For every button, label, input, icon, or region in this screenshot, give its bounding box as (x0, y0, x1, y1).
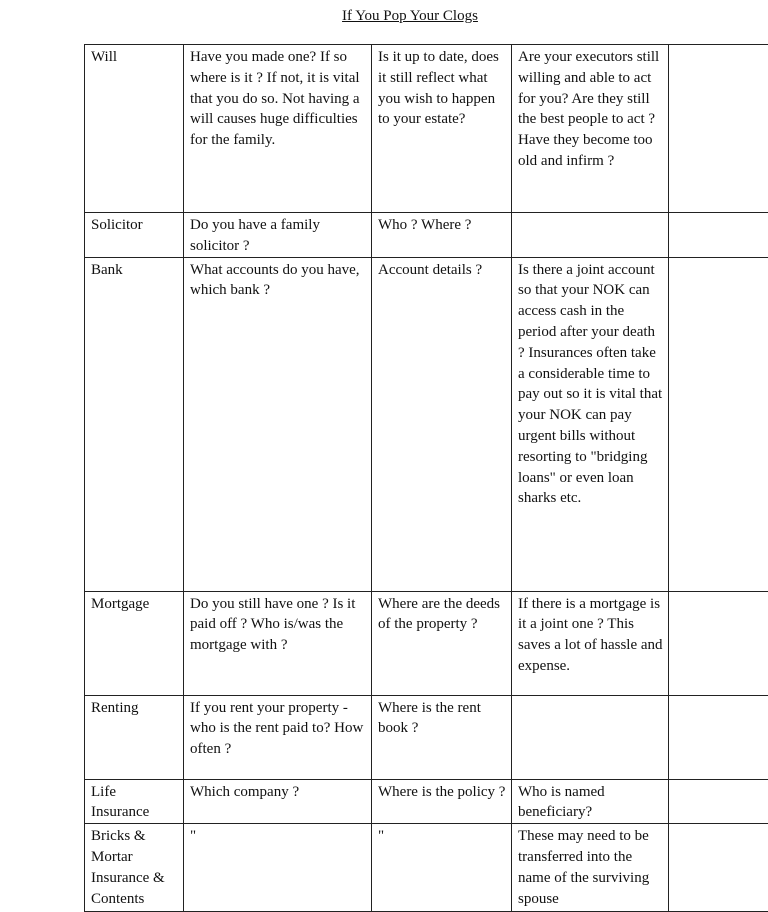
topic-cell: Life Insurance (85, 779, 184, 824)
table-row (85, 824, 768, 912)
detail-cell: Account details ? (372, 257, 512, 591)
detail-cell: Where is the rent book ? (372, 695, 512, 779)
table-row (85, 257, 768, 591)
note-cell: Is there a joint account so that your NOK can access cash in the period after your death ? Insurances often take a considerable time to pay out so it is vital that your NOK can pay urgent bills without resorting to "bridging loans" or even loan sharks etc. (512, 257, 669, 591)
question-cell: Have you made one? If so where is it ? If not, it is vital that you do so. Not having a will causes huge difficulties for the family. (184, 45, 372, 213)
note-cell: Are your executors still willing and able to act for you? Are they still the best people to act ? Have they become too old and infirm ? (512, 45, 669, 213)
note-cell (512, 695, 669, 779)
question-cell: If you rent your property - who is the rent paid to? How often ? (184, 695, 372, 779)
extra-cell (669, 695, 768, 779)
document-title: If You Pop Your Clogs (0, 6, 768, 26)
table-row (85, 695, 768, 779)
topic-cell: Bank (85, 257, 184, 591)
detail-cell: Who ? Where ? (372, 213, 512, 258)
extra-cell (669, 591, 768, 695)
note-cell: Who is named beneficiary? (512, 779, 669, 824)
question-cell: " (184, 824, 372, 912)
detail-cell: " (372, 824, 512, 912)
question-cell: Which company ? (184, 779, 372, 824)
extra-cell (669, 779, 768, 824)
topic-cell: Mortgage (85, 591, 184, 695)
extra-cell (669, 45, 768, 213)
topic-cell: Renting (85, 695, 184, 779)
question-cell: Do you have a family solicitor ? (184, 213, 372, 258)
topic-cell: Will (85, 45, 184, 213)
question-cell: What accounts do you have, which bank ? (184, 257, 372, 591)
table-row (85, 591, 768, 695)
note-cell (512, 213, 669, 258)
extra-cell (669, 824, 768, 912)
detail-cell: Where is the policy ? (372, 779, 512, 824)
table-row (85, 45, 768, 213)
table-row (85, 213, 768, 258)
extra-cell (669, 213, 768, 258)
topic-cell: Bricks & Mortar Insurance & Contents (85, 824, 184, 912)
note-cell: These may need to be transferred into the name of the surviving spouse (512, 824, 669, 912)
detail-cell: Where are the deeds of the property ? (372, 591, 512, 695)
detail-cell: Is it up to date, does it still reflect what you wish to happen to your estate? (372, 45, 512, 213)
note-cell: If there is a mortgage is it a joint one ? This saves a lot of hassle and expense. (512, 591, 669, 695)
checklist-table (84, 44, 768, 912)
extra-cell (669, 257, 768, 591)
topic-cell: Solicitor (85, 213, 184, 258)
table-row (85, 779, 768, 824)
question-cell: Do you still have one ? Is it paid off ? Who is/was the mortgage with ? (184, 591, 372, 695)
